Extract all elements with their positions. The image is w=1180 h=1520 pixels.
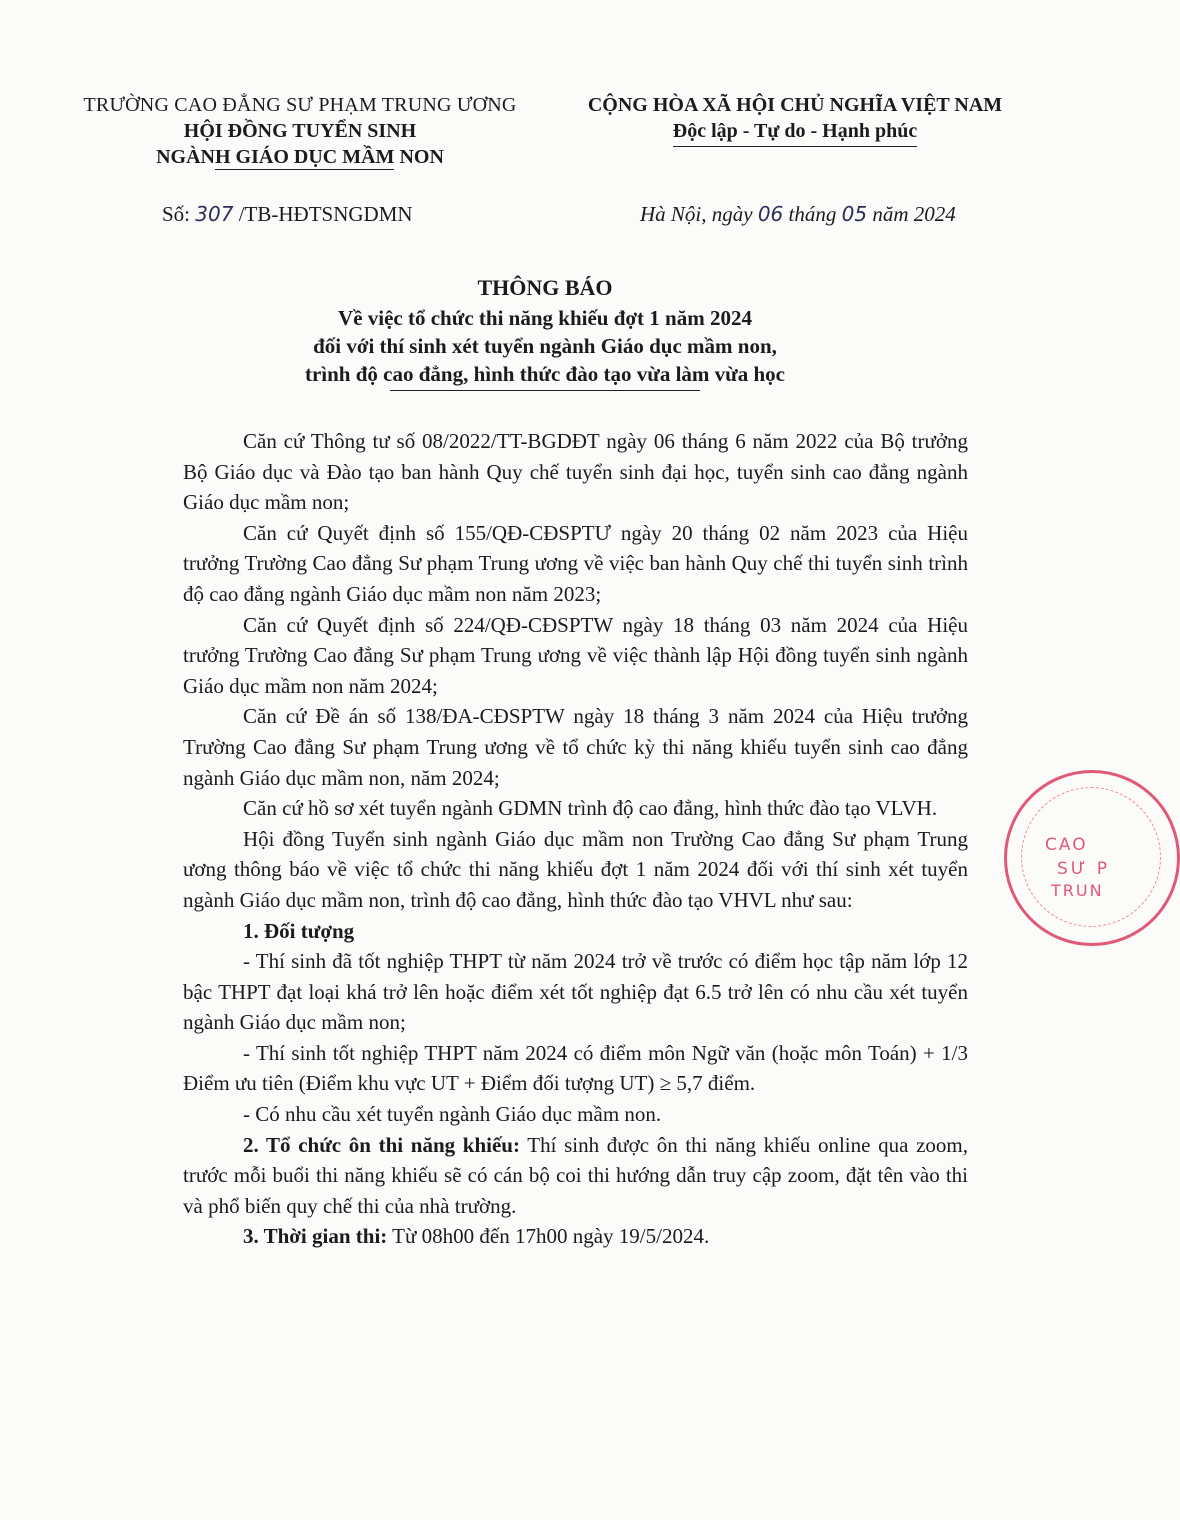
legal-basis-4: Căn cứ Đề án số 138/ĐA-CĐSPTW ngày 18 tháng 3 năm 2024 của Hiệu trưởng Trường Cao đẳng Sư phạm Trung ương về tổ chức kỳ thi năng khiếu tuyển sinh cao đẳng ngành Giáo dục mầm non, năm 2024; — [183, 704, 968, 790]
section-1-item-1: - Thí sinh đã tốt nghiệp THPT từ năm 2024 trở về trước có điểm học tập năm lớp 12 bậc THPT đạt loại khá trở lên hoặc điểm xét tốt nghiệp đạt 6.5 trở lên có nhu cầu xét tuyển ngành Giáo dục mầm non; — [183, 949, 968, 1035]
national-header — [575, 92, 1015, 147]
issuer-council: HỘI ĐỒNG TUYỂN SINH — [183, 120, 417, 142]
section-3-title: 3. Thời gian thi: — [243, 1224, 388, 1249]
title-line-3: trình độ cao đẳng, hình thức đào tạo vừa làm vừa học — [304, 362, 786, 386]
section-1-item-2: - Thí sinh tốt nghiệp THPT năm 2024 có điểm môn Ngữ văn (hoặc môn Toán) + 1/3 Điểm ưu tiên (Điểm khu vực UT + Điểm đối tượng UT) ≥ 5,7 điểm. — [183, 1040, 968, 1096]
date-month: 05 — [841, 202, 868, 226]
section-1-title: 1. Đối tượng — [243, 918, 355, 943]
section-2 — [183, 1130, 968, 1222]
section-2-title: 2. Tổ chức ôn thi năng khiếu: — [243, 1132, 520, 1157]
reference-suffix: /TB-HĐTSNGDMN — [233, 202, 413, 226]
seal-text-3: TRUN — [1051, 881, 1104, 900]
issuer-organization: TRƯỜNG CAO ĐẲNG SƯ PHẠM TRUNG ƯƠNG — [83, 94, 517, 116]
seal-text-2: SƯ P — [1057, 859, 1111, 879]
official-seal-stamp — [1004, 770, 1180, 946]
national-motto: Độc lập - Tự do - Hạnh phúc — [673, 118, 917, 147]
issuer-department-suffix: NON — [394, 146, 444, 168]
issuer-department-prefix: NGÀN — [156, 146, 215, 168]
announcement-intro: Hội đồng Tuyển sinh ngành Giáo dục mầm non Trường Cao đẳng Sư phạm Trung ương thông báo về việc tổ chức thi năng khiếu đợt 1 năm 2024 đối với thí sinh xét tuyển ngành Giáo dục mầm non, trình độ cao đẳng, hình thức đào tạo VHVL như sau: — [183, 826, 968, 912]
title-line-2: đối với thí sinh xét tuyển ngành Giáo dục mầm non, — [313, 334, 777, 358]
document-title-block — [150, 274, 940, 391]
section-3 — [183, 1221, 968, 1252]
issuer-header — [60, 92, 540, 170]
legal-basis-1: Căn cứ Thông tư số 08/2022/TT-BGDĐT ngày 06 tháng 6 năm 2022 của Bộ trưởng Bộ Giáo dục và Đào tạo ban hành Quy chế tuyển sinh đại học, tuyển sinh cao đẳng ngành Giáo dục mầm non; — [183, 429, 968, 515]
date-year: năm 2024 — [867, 202, 956, 226]
date-prefix: Hà Nội, ngày — [640, 202, 758, 226]
document-type: THÔNG BÁO — [477, 275, 613, 300]
section-2-text: Thí sinh được ôn thi năng khiếu online qua zoom, trước mỗi buổi thi năng khiếu sẽ có cán bộ coi thi hướng dẫn truy cập zoom, đặt tên vào thi và phổ biến quy chế thi của nhà trường. — [183, 1132, 968, 1218]
issuer-department — [60, 144, 540, 170]
title-underline — [390, 390, 700, 391]
country-name: CỘNG HÒA XÃ HỘI CHỦ NGHĨA VIỆT NAM — [587, 94, 1003, 116]
legal-basis-2: Căn cứ Quyết định số 155/QĐ-CĐSPTƯ ngày 20 tháng 02 năm 2023 của Hiệu trưởng Trường Cao đẳng Sư phạm Trung ương về việc ban hành Quy chế thi tuyển sinh trình độ cao đẳng ngành Giáo dục mầm non năm 2023; — [183, 520, 968, 606]
reference-number — [162, 202, 413, 227]
issuer-department-underlined: H GIÁO DỤC MẦM — [215, 146, 395, 168]
title-line-1: Về việc tổ chức thi năng khiếu đợt 1 năm 2024 — [338, 306, 752, 330]
section-3-text: Từ 08h00 đến 17h00 ngày 19/5/2024. — [387, 1224, 710, 1249]
date-day: 06 — [757, 202, 784, 226]
issue-date — [640, 202, 956, 227]
seal-inner-ring — [1021, 787, 1161, 927]
reference-handwritten-number: 307 — [195, 202, 234, 226]
section-1-item-3: - Có nhu cầu xét tuyển ngành Giáo dục mầm non. — [243, 1102, 662, 1127]
legal-basis-3: Căn cứ Quyết định số 224/QĐ-CĐSPTW ngày 18 tháng 03 năm 2024 của Hiệu trưởng Trường Cao đẳng Sư phạm Trung ương về việc thành lập Hội đồng tuyển sinh ngành Giáo dục mầm non năm 2024; — [183, 612, 968, 698]
reference-prefix: Số: — [162, 202, 196, 226]
date-month-word: tháng — [783, 202, 842, 226]
seal-text-1: CAO — [1045, 835, 1088, 855]
document-body — [183, 426, 968, 1252]
legal-basis-5: Căn cứ hồ sơ xét tuyển ngành GDMN trình độ cao đẳng, hình thức đào tạo VLVH. — [243, 796, 938, 821]
